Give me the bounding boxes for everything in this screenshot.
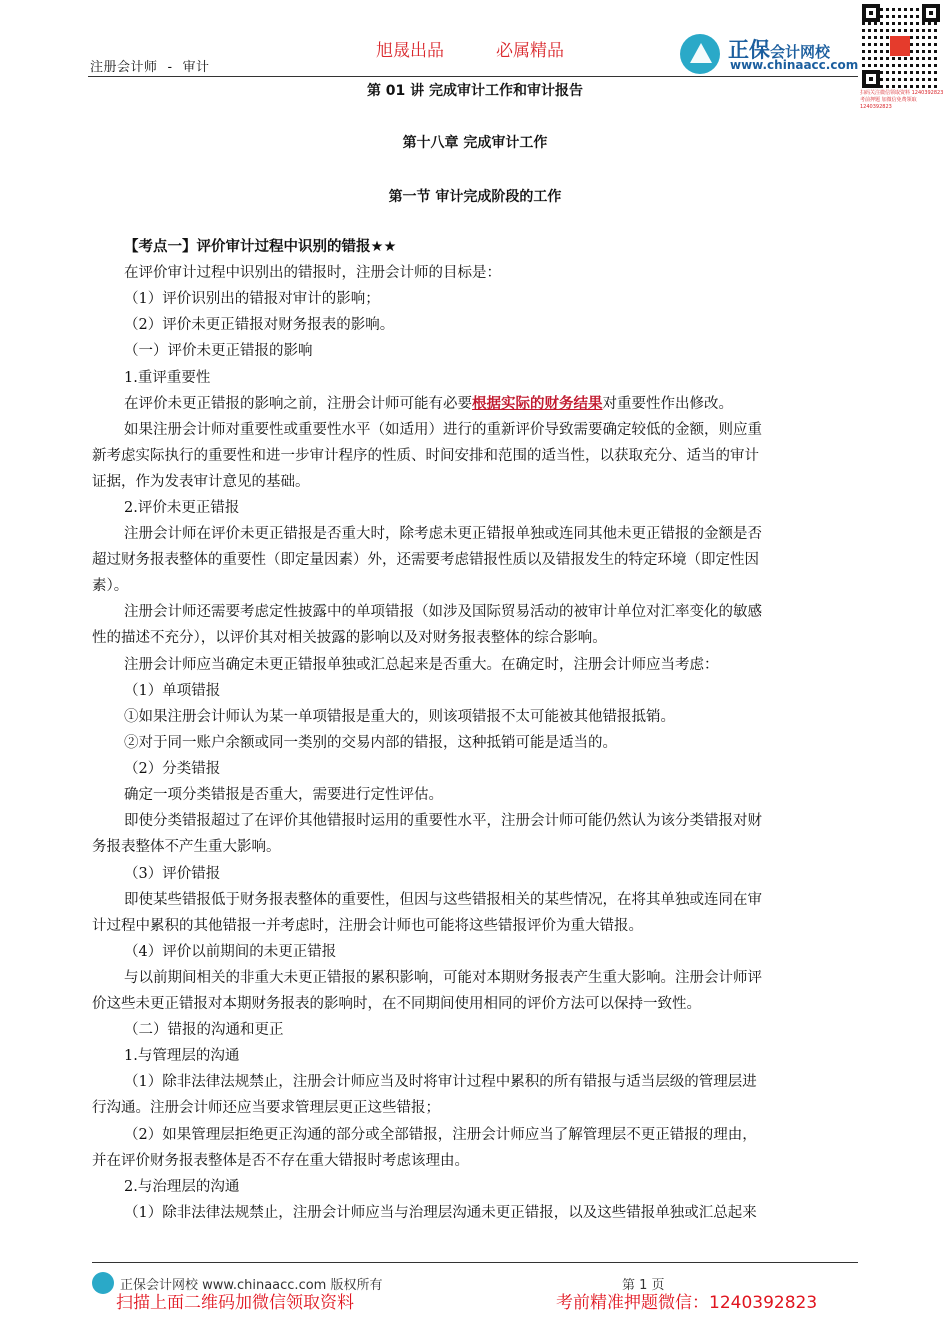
subsection-heading: 1.重评重要性	[124, 370, 211, 386]
subsection-heading: （1）单项错报	[124, 683, 221, 699]
paragraph-line: 价这些未更正错报对本期财务报表的影响时，在不同期间使用相同的评价方法可以保持一致性。	[92, 996, 701, 1012]
paragraph-line: 在评价审计过程中识别出的错报时，注册会计师的目标是：	[124, 265, 501, 281]
header-slogan-1: 旭晟出品	[376, 41, 444, 61]
paragraph-line: （2）评价未更正错报对财务报表的影响。	[124, 317, 395, 333]
logo-brand-sub: 会计网校	[770, 43, 831, 61]
paragraph-line: 行沟通。注册会计师还应当要求管理层更正这些错报；	[92, 1100, 440, 1116]
qr-caption: 扫码关注微信领取资料 1240392823 考前押题 加微信免费领取 1240392823	[860, 90, 944, 110]
paragraph-line: 即使某些错报低于财务报表整体的重要性，但因与这些错报相关的某些情况，在将其单独或连同在审	[124, 892, 762, 908]
paragraph-line: 证据，作为发表审计意见的基础。	[92, 474, 310, 490]
paragraph-line: 务报表整体不产生重大影响。	[92, 839, 281, 855]
subsection-heading: （3）评价错报	[124, 866, 221, 882]
footer-promo-right: 考前精准押题微信：1240392823	[556, 1293, 818, 1313]
subsection-heading: 2.与治理层的沟通	[124, 1179, 240, 1195]
logo-url: www.chinaacc.com	[730, 58, 859, 72]
subsection-heading: （2）分类错报	[124, 761, 221, 777]
subsection-heading: 2.评价未更正错报	[124, 500, 240, 516]
paragraph-line: 注册会计师应当确定未更正错报单独或汇总起来是否重大。在确定时，注册会计师应当考虑：	[124, 657, 719, 673]
lecture-title: 第 01 讲 完成审计工作和审计报告	[366, 83, 584, 99]
paragraph-line: 注册会计师在评价未更正错报是否重大时，除考虑未更正错报单独或连同其他未更正错报的金额是否	[124, 526, 762, 542]
paragraph-line: 与以前期间相关的非重大未更正错报的累积影响，可能对本期财务报表产生重大影响。注册会计师评	[124, 970, 762, 986]
paragraph-line: 性的描述不充分），以评价其对相关披露的影响以及对财务报表整体的综合影响。	[92, 630, 607, 646]
paragraph-line: 新考虑实际执行的重要性和进一步审计程序的性质、时间安排和范围的适当性，以获取充分、适当的审计	[92, 448, 759, 464]
footer-divider	[92, 1262, 858, 1263]
footer-logo-icon	[92, 1272, 114, 1294]
paragraph-line: （1）评价识别出的错报对审计的影响；	[124, 291, 380, 307]
paragraph-line: 素）。	[92, 578, 129, 594]
logo-brand-main: 正保	[728, 38, 770, 62]
paragraph-line: 超过财务报表整体的重要性（即定量因素）外，还需要考虑错报性质以及错报发生的特定环境（即定性因	[92, 552, 759, 568]
subsection-heading: （4）评价以前期间的未更正错报	[124, 944, 337, 960]
topic-heading: 【考点一】评价审计过程中识别的错报★★	[124, 239, 397, 255]
chapter-title: 第十八章 完成审计工作	[402, 135, 548, 151]
paragraph-line: ①如果注册会计师认为某一单项错报是重大的，则该项错报不太可能被其他错报抵销。	[124, 709, 675, 725]
section-title: 第一节 审计完成阶段的工作	[388, 189, 562, 205]
header-subject-label: 注册会计师 - 审计	[90, 60, 210, 75]
chinaacc-logo-icon	[680, 34, 720, 74]
paragraph-line: （2）如果管理层拒绝更正沟通的部分或全部错报，注册会计师应当了解管理层不更正错报的理由，	[124, 1127, 757, 1143]
paragraph-line: 注册会计师还需要考虑定性披露中的单项错报（如涉及国际贸易活动的被审计单位对汇率变化的敏感	[124, 604, 762, 620]
text-run: 在评价未更正错报的影响之前，注册会计师可能有必要	[124, 396, 472, 412]
paragraph-line: 计过程中累积的其他错报一并考虑时，注册会计师也可能将这些错报评价为重大错报。	[92, 918, 643, 934]
qr-code-icon	[862, 4, 940, 88]
paragraph-line: ②对于同一账户余额或同一类别的交易内部的错报，这种抵销可能是适当的。	[124, 735, 617, 751]
text-run: 对重要性作出修改。	[602, 396, 733, 412]
paragraph-line: （1）除非法律法规禁止，注册会计师应当及时将审计过程中累积的所有错报与适当层级的管理层进	[124, 1074, 757, 1090]
highlighted-key-phrase: 根据实际的财务结果	[472, 396, 603, 412]
paragraph-line: 如果注册会计师对重要性或重要性水平（如适用）进行的重新评价导致需要确定较低的金额，则应重	[124, 422, 762, 438]
paragraph-line: （1）除非法律法规禁止，注册会计师应当与治理层沟通未更正错报，以及这些错报单独或汇总起来	[124, 1205, 757, 1221]
paragraph-line: 确定一项分类错报是否重大，需要进行定性评估。	[124, 787, 443, 803]
paragraph-line	[124, 395, 733, 413]
footer-promo-left: 扫描上面二维码加微信领取资料	[116, 1293, 354, 1313]
footer-copyright: 正保会计网校 www.chinaacc.com 版权所有	[120, 1278, 383, 1293]
header-divider	[88, 76, 858, 77]
footer-page-number: 第 1 页	[622, 1278, 665, 1293]
subsection-heading: （二）错报的沟通和更正	[124, 1022, 284, 1038]
paragraph-line: 即使分类错报超过了在评价其他错报时运用的重要性水平，注册会计师可能仍然认为该分类错报对财	[124, 813, 762, 829]
paragraph-line: 并在评价财务报表整体是否不存在重大错报时考虑该理由。	[92, 1153, 469, 1169]
header-slogan-2: 必属精品	[496, 41, 564, 61]
subsection-heading: （一）评价未更正错报的影响	[124, 343, 313, 359]
subsection-heading: 1.与管理层的沟通	[124, 1048, 240, 1064]
